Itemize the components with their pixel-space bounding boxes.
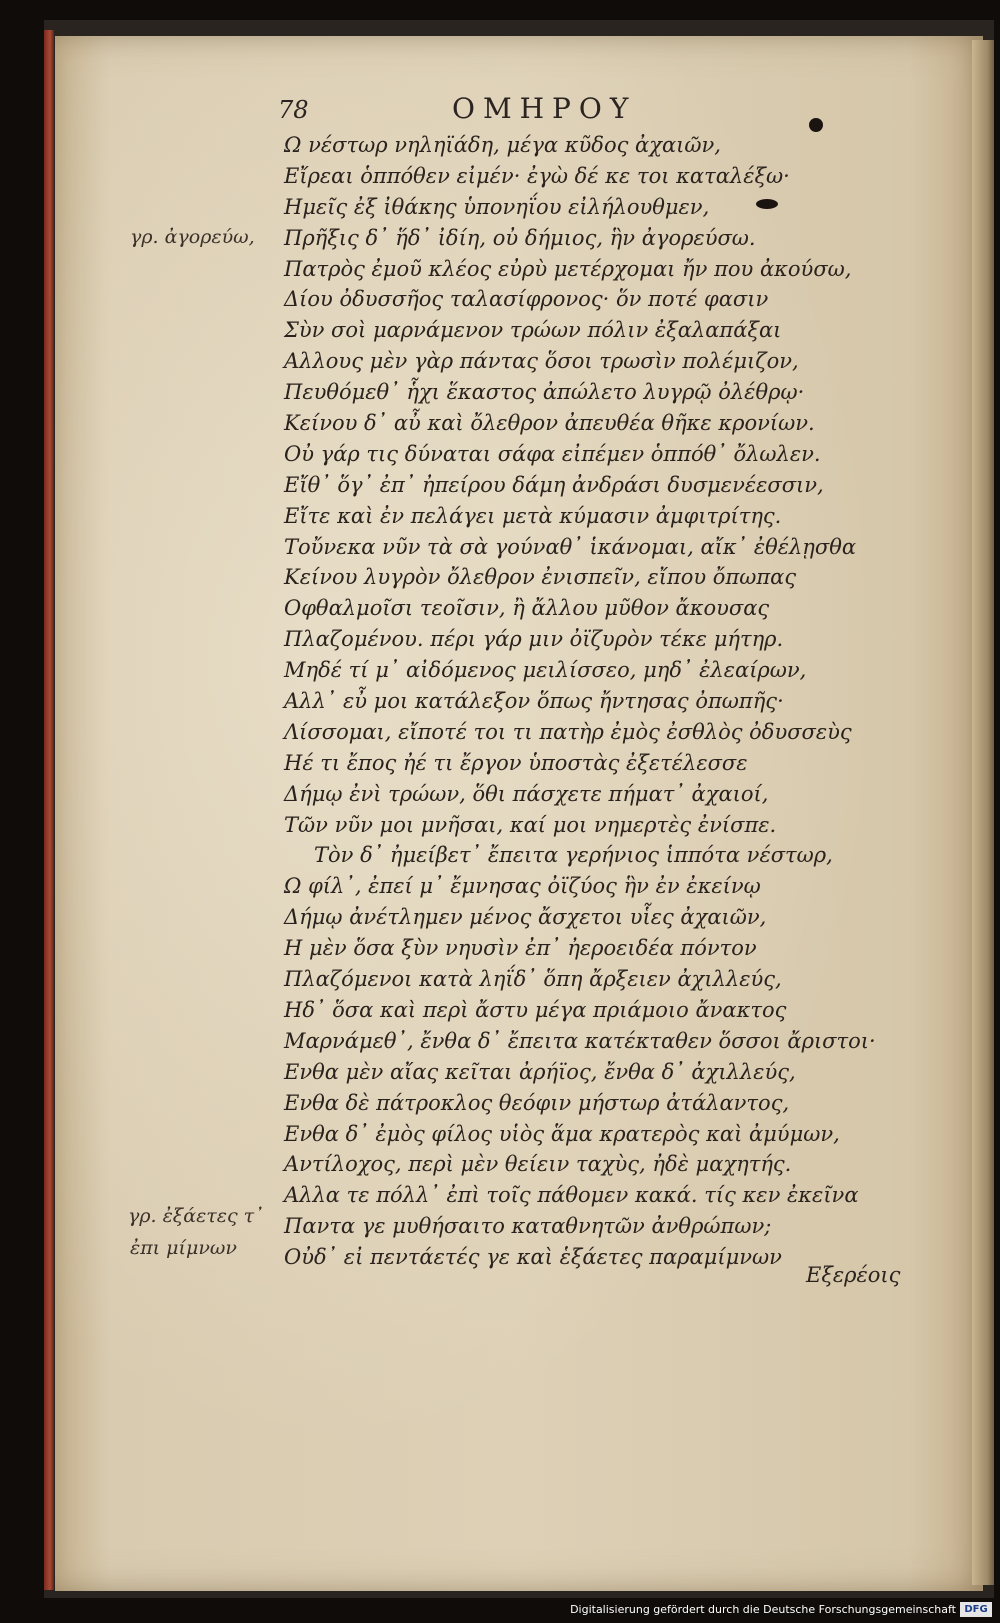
verse-line: Τῶν νῦν μοι μνῆσαι, καί μοι νημερτὲς ἐνίσπε. [284, 812, 777, 837]
verse-line: Ενθα μὲν αἴας κεῖται ἀρήϊος, ἔνθα δ᾽ ἀχιλλεύς, [284, 1059, 796, 1084]
verse-line: Οὐ γάρ τις δύναται σάφα εἰπέμεν ὁππόθ᾽ ὄλωλεν. [284, 441, 821, 466]
catchword: Εξερέοις [806, 1263, 901, 1287]
verse-line: Εἴρεαι ὁππόθεν εἰμέν· ἐγὼ δέ κε τοι καταλέξω· [284, 163, 790, 188]
verse-line: Οὐδ᾽ εἰ πεντάετές γε καὶ ἑξάετες παραμίμνων [284, 1245, 782, 1270]
ink-blot [809, 118, 823, 132]
verse-text [284, 130, 884, 1273]
verse-line: Τὸν δ᾽ ἠμείβετ᾽ ἔπειτα γερήνιος ἱππότα νέστωρ, [314, 843, 833, 868]
verse-line: Αντίλοχος, περὶ μὲν θείειν ταχὺς, ἠδὲ μαχητής. [284, 1152, 792, 1177]
verse-line: Οφθαλμοῖσι τεοῖσιν, ἢ ἄλλου μῦθον ἄκουσας [284, 596, 770, 621]
verse-line: Αλλα τε πόλλ᾽ ἐπὶ τοῖς πάθομεν κακά. τίς κεν ἐκεῖνα [284, 1183, 859, 1208]
running-title: ΟΜΗΡΟΥ [452, 92, 637, 125]
red-page-edge [44, 30, 54, 1590]
verse-line: Δήμῳ ἐνὶ τρώων, ὅθι πάσχετε πήματ᾽ ἀχαιοί, [284, 781, 769, 806]
verse-line: Ημεῖς ἐξ ἰθάκης ὑπονηΐου εἰλήλουθμεν, [284, 194, 710, 219]
ink-blot [756, 199, 778, 209]
dfg-logo: DFG [960, 1602, 992, 1617]
verse-line: Πατρὸς ἐμοῦ κλέος εὐρὺ μετέρχομαι ἤν που ἀκούσω, [284, 256, 852, 281]
verse-line: Πλαζόμενοι κατὰ ληΐδ᾽ ὅπη ἄρξειεν ἀχιλλεύς, [284, 967, 782, 992]
verse-line: Πευθόμεθ᾽ ἧχι ἕκαστος ἀπώλετο λυγρῷ ὀλέθρῳ· [284, 380, 805, 405]
digitization-credit: Digitalisierung gefördert durch die Deutsche Forschungsgemeinschaft [570, 1603, 956, 1616]
page-gutter [972, 40, 994, 1585]
verse-line: Δήμῳ ἀνέτλημεν μένος ἄσχετοι υἷες ἀχαιῶν, [284, 905, 767, 930]
verse-line: Ω φίλ᾽, ἐπεί μ᾽ ἔμνησας ὀϊζύος ἣν ἐν ἐκείνῳ [284, 874, 761, 899]
verse-line: Κείνου λυγρὸν ὄλεθρον ἐνισπεῖν, εἴπου ὄπωπας [284, 565, 797, 590]
verse-line: Ω νέστωρ νηληϊάδη, μέγα κῦδος ἀχαιῶν, [284, 133, 721, 157]
margin-note: γρ. ἐξάετες τ᾽ [128, 1205, 264, 1227]
verse-line: Εἴθ᾽ ὅγ᾽ ἐπ᾽ ἠπείρου δάμη ἀνδράσι δυσμενέεσσιν, [284, 472, 824, 497]
verse-line: Αλλους μὲν γὰρ πάντας ὅσοι τρωσὶν πολέμιζον, [284, 349, 799, 374]
verse-line: Μηδέ τί μ᾽ αἰδόμενος μειλίσσεο, μηδ᾽ ἐλεαίρων, [284, 658, 807, 683]
verse-line: Μαρνάμεθ᾽, ἔνθα δ᾽ ἔπειτα κατέκταθεν ὅσσοι ἄριστοι· [284, 1028, 876, 1053]
verse-line: Κείνου δ᾽ αὖ καὶ ὄλεθρον ἀπευθέα θῆκε κρονίων. [284, 411, 815, 436]
verse-line: Ενθα δὲ πάτροκλος θεόφιν μήστωρ ἀτάλαντος, [284, 1090, 790, 1115]
verse-line: Ενθα δ᾽ ἐμὸς φίλος υἱὸς ἅμα κρατερὸς καὶ ἀμύμων, [284, 1121, 840, 1146]
verse-line: Αλλ᾽ εὖ μοι κατάλεξον ὅπως ἤντησας ὀπωπῆς· [284, 689, 784, 714]
verse-line: Λίσσομαι, εἴποτέ τοι τι πατὴρ ἐμὸς ἐσθλὸς ὀδυσσεὺς [284, 719, 852, 744]
margin-note: ἐπι μίμνων [130, 1237, 237, 1259]
margin-note: γρ. ἀγορεύω, [130, 226, 255, 248]
verse-line: Παντα γε μυθήσαιτο καταθνητῶν ἀνθρώπων; [284, 1214, 772, 1239]
verse-line: Τοὔνεκα νῦν τὰ σὰ γούναθ᾽ ἱκάνομαι, αἴκ᾽ ἐθέλῃσθα [284, 534, 857, 559]
verse-line: Ηδ᾽ ὅσα καὶ περὶ ἄστυ μέγα πριάμοιο ἄνακτος [284, 997, 787, 1022]
page-number: 78 [278, 96, 309, 124]
verse-line: Ηέ τι ἔπος ἠέ τι ἔργον ὑποστὰς ἐξετέλεσσε [284, 750, 748, 775]
verse-line: Η μὲν ὅσα ξὺν νηυσὶν ἐπ᾽ ἠεροειδέα πόντον [284, 936, 757, 961]
verse-line: Δίου ὀδυσσῆος ταλασίφρονος· ὅν ποτέ φασιν [284, 287, 769, 312]
verse-line: Πρῆξις δ᾽ ἥδ᾽ ἰδίη, οὐ δήμιος, ἣν ἀγορεύσω. [284, 225, 756, 250]
verse-line: Εἴτε καὶ ἐν πελάγει μετὰ κύμασιν ἀμφιτρίτης. [284, 503, 782, 528]
verse-line: Σὺν σοὶ μαρνάμενον τρώων πόλιν ἐξαλαπάξαι [284, 318, 782, 343]
verse-line: Πλαζομένου. πέρι γάρ μιν ὀϊζυρὸν τέκε μήτηρ. [284, 627, 784, 652]
